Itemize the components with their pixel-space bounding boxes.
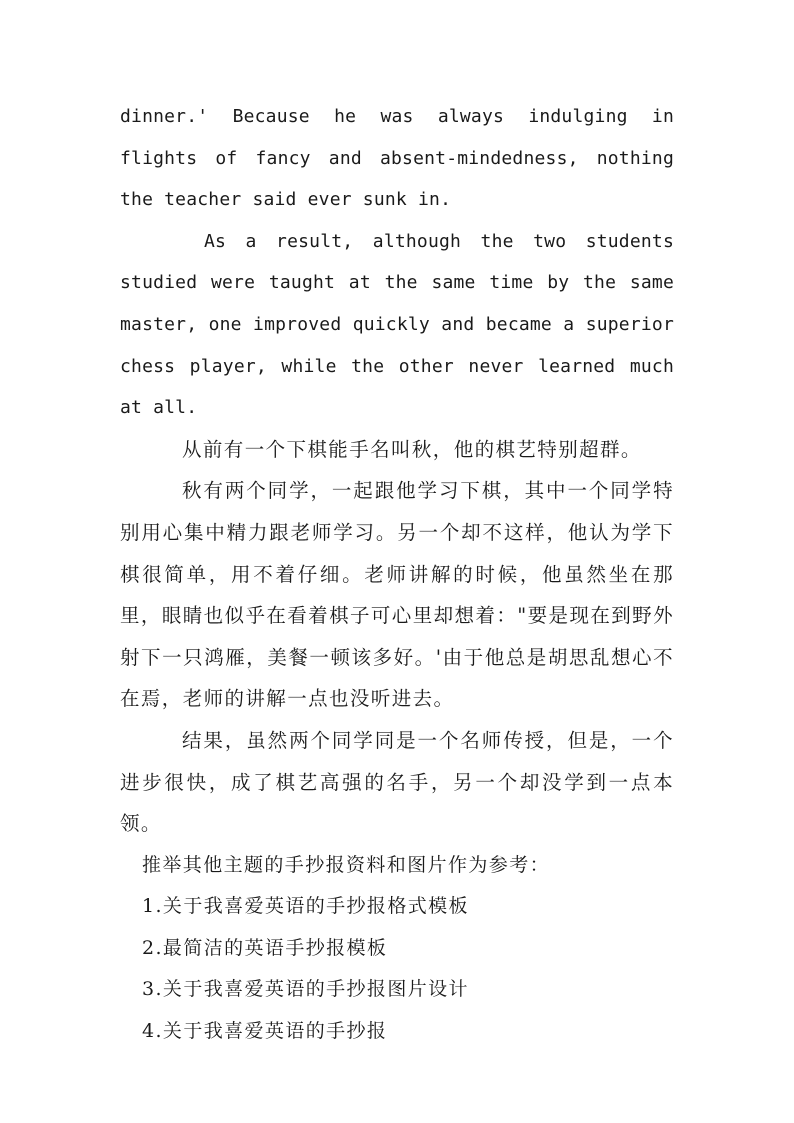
- paragraph-zh-2: 秋有两个同学，一起跟他学习下棋，其中一个同学特别用心集中精力跟老师学习。另一个却不这样，他认为学下棋很简单，用不着仔细。老师讲解的时候，他虽然坐在那里，眼睛也似乎在看着棋子可心里却想着："要是现在到野外射下一只鸿雁，美餐一顿该多好。'由于他总是胡思乱想心不在焉，老师的讲解一点也没听进去。: [120, 479, 674, 711]
- paragraph-en-2: As a result, although the two students studied were taught at the same time by the same master, one improved quickly and became a superior chess player, while the other never learned much at all.: [120, 230, 674, 419]
- recommend-item-2[interactable]: 2.最简洁的英语手抄报模板: [142, 936, 388, 959]
- paragraph-zh-1: 从前有一个下棋能手名叫秋，他的棋艺特别超群。: [182, 437, 642, 461]
- recommend-item-4[interactable]: 4.关于我喜爱英语的手抄报: [142, 1020, 388, 1043]
- paragraph-zh-3: 结果，虽然两个同学同是一个名师传授，但是，一个进步很快，成了棋艺高强的名手，另一个却没学到一点本领。: [120, 728, 674, 836]
- document-body: [120, 96, 674, 1053]
- paragraph-en-1: dinner.' Because he was always indulging in flights of fancy and absent-mindedness, nothing the teacher said ever sunk in.: [120, 106, 674, 211]
- recommend-item-1[interactable]: 1.关于我喜爱英语的手抄报格式模板: [142, 895, 469, 918]
- recommend-item-3[interactable]: 3.关于我喜爱英语的手抄报图片设计: [142, 978, 469, 1001]
- recommend-heading: 推举其他主题的手抄报资料和图片作为参考：: [142, 853, 551, 876]
- recommend-list: [120, 886, 674, 1052]
